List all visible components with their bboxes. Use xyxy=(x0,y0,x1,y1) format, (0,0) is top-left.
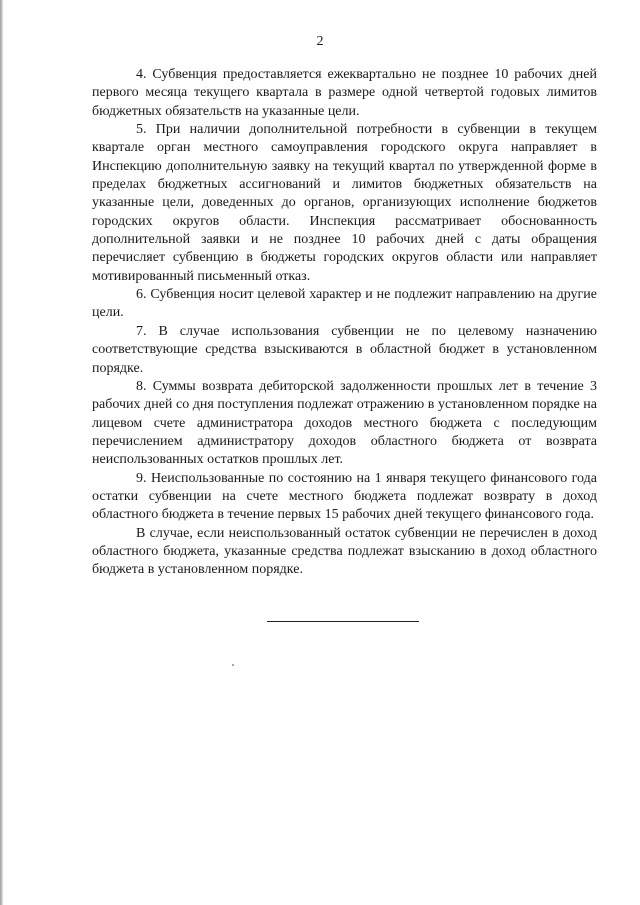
paragraph-4: 4. Субвенция предоставляется ежеквартально не позднее 10 рабочих дней первого месяца текущего квартала в размере одной четвертой годовых лимитов бюджетных обязательств на указанные цели. xyxy=(92,67,597,119)
paragraph-8: 8. Суммы возврата дебиторской задолженности прошлых лет в течение 3 рабочих дней со дня поступления подлежат отражению в установленном порядке на лицевом счете администратора доходов местного бюджета с последующим перечислением администратору доходов областного бюджета от возврата неиспользованных остатков прошлых лет. xyxy=(92,378,597,468)
document-body xyxy=(92,66,597,580)
paragraph-closing: В случае, если неиспользованный остаток субвенции не перечислен в доход областного бюджета, указанные средства подлежат взысканию в доход областного бюджета в установленном порядке. xyxy=(92,525,597,578)
paragraph-5: 5. При наличии дополнительной потребности в субвенции в текущем квартале орган местного самоуправления городского округа направляет в Инспекцию дополнительную заявку на текущий квартал по утвержденной форме в пределах бюджетных ассигнований и лимитов бюджетных обязательств на указанные цели, доведенных до органов, организующих исполнение бюджетов городских округов области. Инспекция рассматривает обоснованность дополнительной заявки и не позднее 10 рабочих дней с даты обращения перечисляет субвенцию в бюджеты городских округов области или направляет мотивированный письменный отказ. xyxy=(92,122,597,284)
closing-separator-line xyxy=(267,621,419,622)
paragraph-6: 6. Субвенция носит целевой характер и не подлежит направлению на другие цели. xyxy=(92,287,597,321)
paragraph-7: 7. В случае использования субвенции не по целевому назначению соответствующие средства взыскиваются в областной бюджет в установленном порядке. xyxy=(92,323,597,376)
scan-speck xyxy=(232,664,234,666)
page-number: 2 xyxy=(316,34,324,49)
paragraph-9: 9. Неиспользованные по состоянию на 1 января текущего финансового года остатки субвенции на счете местного бюджета подлежат возврату в доход областного бюджета в течение первых 15 рабочих дней текущего финансового года. xyxy=(92,470,597,523)
scan-edge xyxy=(0,0,3,905)
